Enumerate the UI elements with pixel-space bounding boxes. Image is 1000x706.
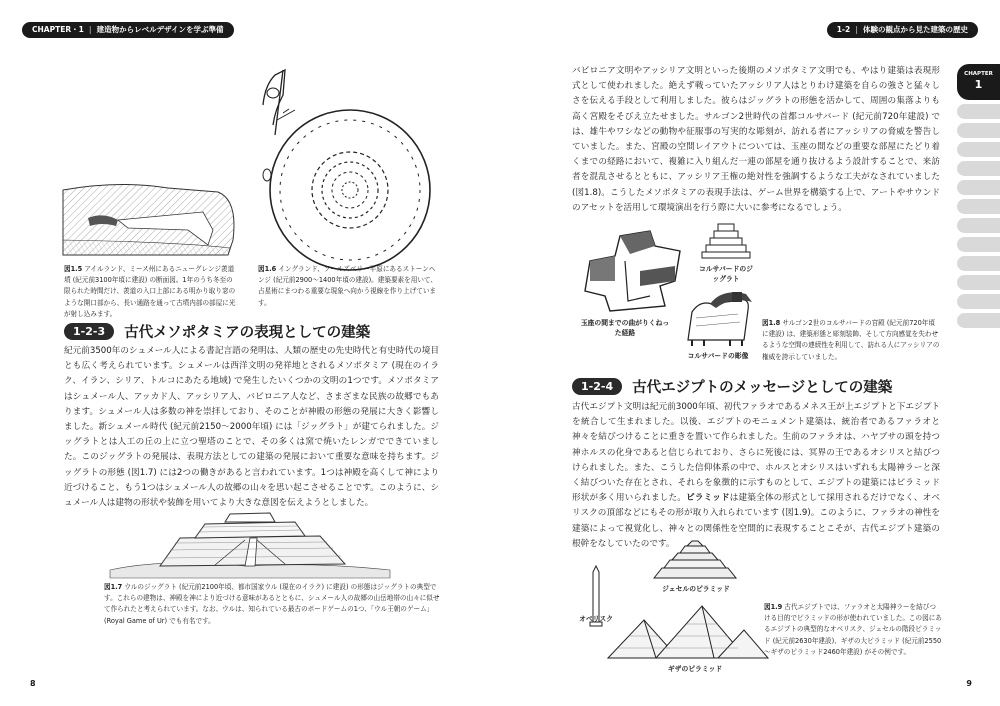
section-title: 古代エジプトのメッセージとしての建築 [632,380,893,396]
chapter-tabs [957,64,1000,328]
chapter-tab[interactable] [957,142,1000,157]
fig19-caption-text: 古代エジプトでは、ファラオと太陽神ラーを結びつける目的でピラミッドの形が使われていました。この図にあるエジプトの典型的なオベリスク、ジェセルの階段ピラミッド (紀元前2630年建設)、ギザの大ピラミッド (紀元前2550～ギザのピラミッド2460年建設) がその例です。 [764,603,942,656]
mesopotamia-body-text: 紀元前3500年のシュメール人による書記言語の発明は、人類の歴史の先史時代と有史時代の境目とも広く考えられています。シュメールは西洋文明の発祥地とされるメソポタミア (現在のイラク、イラン、シリア、トルコにあたる地域) で発生したいくつかの文明の1つです。メソポタミアはシュメール人、アッカド人、アッシリア人、バビロニア人など、さまざまな民族の故郷でもあります。シュメール人は多数の神を崇拝しており、そのことが神殿の形態の発展に大きく影響しました。新シュメール時代 (紀元前2150～2000年頃) には「ジッグラト」が建てられました。ジッグラトとは人工の丘の上に立つ聖塔のことで、その多くは窯で焼いたレンガでできていました。このジッグラトの発展は、表現方法としての建築の発展において重要な意味を持ちます。ジッグラトの形態 (図1.7) には2つの働きがあると言われています。1つは神殿を高くして神により近づけること、もう1つはシュメール人の故郷の山々を思い起こさせることです。このように、シュメール人は建物の形状や装飾を用いてより大きな意図を伝えようとしました。 [64,346,439,509]
chapter-tab[interactable] [957,294,1000,309]
egypt-body-text [572,400,940,552]
egypt-body-pyramid-keyword: ピラミッド [686,493,730,504]
section-heading-123 [64,321,370,342]
khorsabad-statue-label: コルサバードの彫像 [687,352,749,360]
ur-ziggurat-figure [105,508,395,580]
djoser-pyramid-label: ジェセルのピラミッド [662,585,730,593]
chapter-tab[interactable] [957,218,1000,233]
section-heading-124 [572,376,892,397]
chapter-title: 建造物からレベルデザインを学ぶ準備 [96,25,224,34]
chapter-tab[interactable] [957,275,1000,290]
chapter-tab[interactable] [957,199,1000,214]
egypt-body-part-1: 古代エジプト文明は紀元前3000年頃、初代ファラオであるメネス王が上エジプトと下エジプトを統合して生まれました。以後、エジプトのモニュメント建築は、統治者であるファラオと神々を結びつけることに重きを置いて作られました。生前のファラオは、ハヤブサの頭を持つ神ホルスの化身であると信じられており、さらに死後には、冥界の王であるオシリスと結びつけられました。また、こうした信仰体系の中で、ホルスとオシリスはいずれも太陽神ラーと深く結びついた存在とされ、それらを象徴的に示すものとして、エジプトの建築にはピラミッド形状が多く用いられました。 [572,402,940,504]
giza-pyramid-label: ギザのピラミッド [667,665,723,673]
section-label: 1-2 [836,25,851,34]
fig16-caption [258,264,438,309]
chapter-tab[interactable] [957,161,1000,176]
section-title: 古代メソポタミアの表現としての建築 [124,325,371,341]
fig15-caption-number: 図1.5 [64,265,83,273]
giza-pyramids-figure [606,604,771,660]
chapter-tab[interactable] [957,237,1000,252]
fig18-caption-number: 図1.8 [762,319,781,327]
page-number-left: 8 [30,679,36,688]
khorsabad-ziggurat-label: コルサバードのジッグラト [699,265,753,283]
fig15-caption [64,264,239,320]
lamassu-statue-figure [682,290,754,348]
fig19-caption-number: 図1.9 [764,603,783,611]
throne-path-label: 玉座の間までの曲がりくねった経路 [580,319,670,337]
chapter-tab-current[interactable] [957,64,1000,100]
fig19-caption [764,602,942,658]
right-page [500,0,1000,706]
stonehenge-plan-figure [255,65,435,260]
section-number: 1-2-4 [572,378,622,395]
fig18-caption-text: サルゴン2世のコルサバードの宮殿 (紀元前720年頃に建設) は、建築形態と彫刻装飾、そして方向感覚を失わせるような空間の連続性を利用して、訪れる人にアッシリアの権威を誇示していました。 [762,319,940,361]
fig16-caption-text: イングランド、ソールズベリー平原にあるストーンヘンジ (紀元前2900～1400年頃の建設)。建築要素を用いて、占星術にまつわる重要な現象へ向かう視線を作り上げています。 [258,265,437,307]
fig18-caption [762,318,940,363]
chapter-tab[interactable] [957,256,1000,271]
fig17-caption-number: 図1.7 [104,583,123,591]
chapter-tab[interactable] [957,104,1000,119]
fig17-caption [104,582,442,627]
fig15-caption-text: アイルランド、ミース州にあるニューグレンジ羨道墳 (紀元前3100年頃に建設) の断面図。1年のうち冬至の限られた時間だけ、羨道の入口上部にある明かり取り窓のような開口部から、長い通路を通って古墳内部の部屋に光が射し込みます。 [64,265,236,318]
chapter-tab-label: CHAPTER [964,71,993,77]
page-number-right: 9 [966,679,972,688]
chapter-tab-number: 1 [974,78,983,91]
chapter-running-header: CHAPTER・1 | 建造物からレベルデザインを学ぶ準備 [22,22,234,38]
section-number: 1-2-3 [64,323,114,340]
chapter-tab[interactable] [957,313,1000,328]
djoser-pyramid-figure [650,540,740,580]
chapter-label: CHAPTER・1 [32,25,84,34]
section-running-title: 体験の観点から見た建築の歴史 [863,25,968,34]
khorsabad-plan-figure [580,226,690,316]
newgrange-section-figure [58,150,248,260]
khorsabad-ziggurat-figure [698,218,754,260]
fig16-caption-number: 図1.6 [258,265,277,273]
fig17-caption-text: ウルのジッグラト (紀元前2100年頃、都市国家ウル (現在のイラク) に建設) の形態はジッグラトの典型です。これらの建物は、神殿を神により近づける意味があるとともに、シュメール人の故郷の山岳地帯の山々に似せて作られたと考えられています。なお、ウルは、知られている最古のボードゲームの1つ、「ウル王朝のゲーム」(Royal Game of Ur) でも有名です。 [104,583,440,625]
chapter-tab[interactable] [957,180,1000,195]
obelisk-label: オベリスク [579,615,613,623]
assyria-body-text: バビロニア文明やアッシリア文明といった後期のメソポタミア文明でも、やはり建築は表現形式として使われました。絶えず戦っていたアッシリア人はとりわけ建築を自らの強さと猛々しさを伝える手段として利用しました。彼らはジッグラトの形態を活かして、周囲の集落よりも高く宮殿をそびえ立たせました。サルゴン2世時代の首都コルサバード (紀元前720年建設) では、雄牛やワシなどの動物や征服事の写実的な彫刻が、訪れる者にアッシリアの脅威を警告していました。また、宮殿の空間レイアウトについては、玉座の間などの重要な部屋にたどり着くまでの経路において、複雑に入り組んだ一連の部屋を通り抜けるよう設計することで、来訪者を混乱させるとともに、アッシリア王権の絶対性を強調するような工夫がなされていました (図1.8)。こうしたメソポタミアの表現手法は、ゲーム世界を構築する上で、アートやサウンドのアセットを活用して環境演出を行う際に大いに参考になるでしょう。 [572,66,940,213]
egypt-body-part-2: は建築全体の形式として採用されるだけでなく、オベリスクの頂部などにもその形が取り入れられています (図1.9)。このように、ファラオの神性を建築によって視覚化し、神々との関係性を空間的に表現することこそが、古代エジプト建築の根幹をなしていたのです。 [572,493,940,549]
section-running-header: 1-2 | 体験の観点から見た建築の歴史 [827,22,978,38]
chapter-tab[interactable] [957,123,1000,138]
